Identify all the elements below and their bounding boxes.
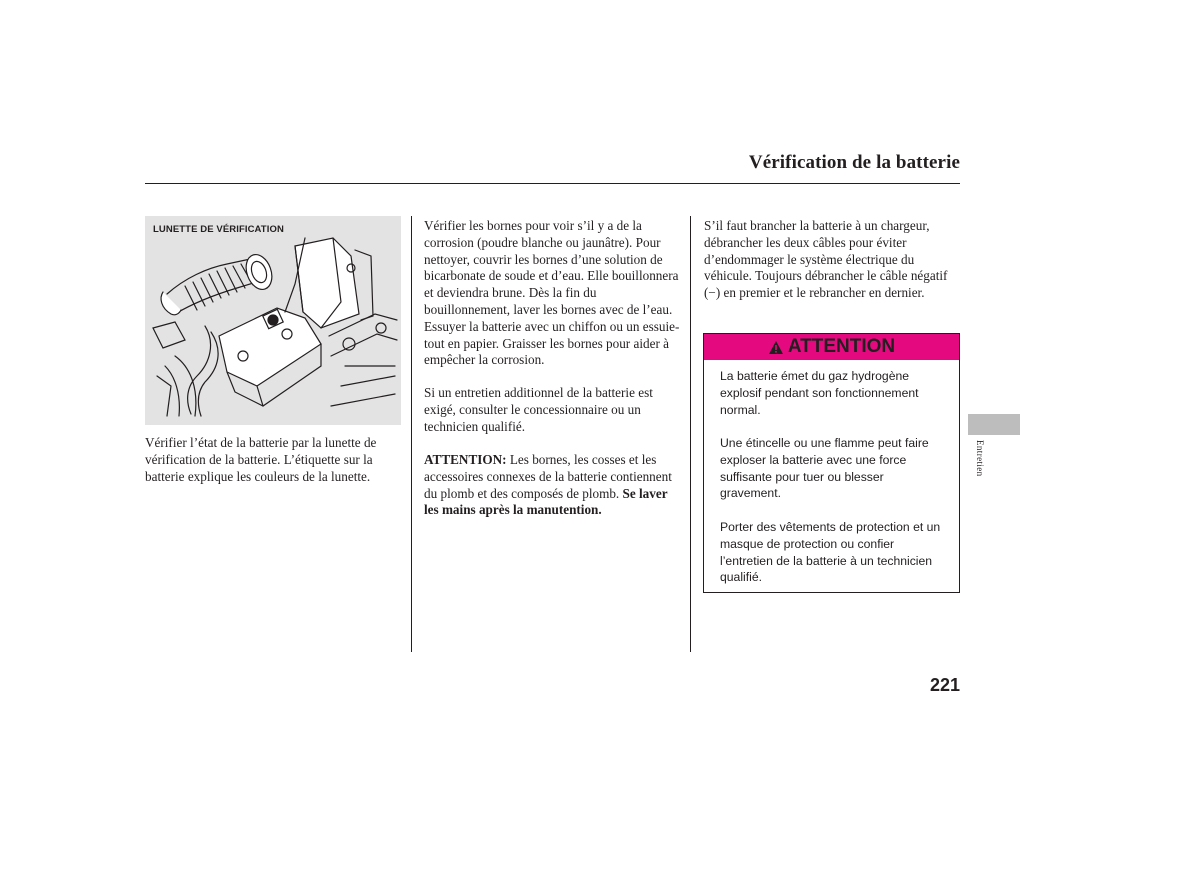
engine-bay-drawing [145, 216, 401, 425]
title-rule [145, 183, 960, 184]
attention-heading: ATTENTION [787, 336, 896, 357]
attention-text-protection: Porter des vêtements de protection et un masque de protection ou confier l’entretien de la batterie à un technicien qualifié. [720, 520, 941, 585]
lead-warning-text: Les bornes, les cosses et les accessoires connexes de la batterie contiennent du plomb et des composés de plomb. [424, 452, 672, 501]
section-label: Entretien [975, 440, 985, 477]
battery-illustration [145, 216, 401, 425]
page-title: Vérification de la batterie [748, 152, 960, 173]
service-paragraph: Si un entretien additionnel de la batterie est exigé, consulter le concessionnaire ou un technicien qualifié. [424, 385, 653, 434]
attention-text-hydrogen: La batterie émet du gaz hydrogène explosif pendant son fonctionnement normal. [720, 369, 919, 417]
warning-triangle-icon [768, 340, 784, 355]
charger-paragraph: S’il faut brancher la batterie à un chargeur, débrancher les deux câbles pour éviter d’endommager le système électrique du véhicule. Toujours débrancher le câble négatif (−) en premier et le rebrancher en dernier. [704, 218, 948, 301]
figure-label: LUNETTE DE VÉRIFICATION [153, 224, 284, 235]
attention-text-spark: Une étincelle ou une flamme peut faire exploser la batterie avec une force suffisante pour tuer ou blesser gravement. [720, 436, 929, 501]
attention-header [704, 334, 959, 360]
column-divider [411, 216, 412, 652]
column-divider [690, 216, 691, 652]
lead-warning-label: ATTENTION: [424, 452, 507, 467]
terminal-cleaning-paragraph: Vérifier les bornes pour voir s’il y a de la corrosion (poudre blanche ou jaunâtre). Pour nettoyer, couvrir les bornes d’une solution de bicarbonate de soude et d’eau. Elle bouillonnera et deviendra brune. Dès la fin du bouillonnement, laver les bornes avec de l’eau. Essuyer la batterie avec un chiffon ou un essuie-tout en papier. Graisser les bornes pour aider à empêcher la corrosion. [424, 218, 680, 368]
lead-warning-instruction: Se laver les mains après la manutention. [424, 485, 668, 518]
battery-check-paragraph: Vérifier l’état de la batterie par la lunette de vérification de la batterie. L’étiquette sur la batterie explique les couleurs de la lunette. [145, 435, 377, 484]
section-tab [968, 414, 1020, 435]
lead-warning-paragraph [424, 452, 682, 519]
page-number: 221 [929, 675, 960, 695]
attention-box [703, 333, 960, 593]
